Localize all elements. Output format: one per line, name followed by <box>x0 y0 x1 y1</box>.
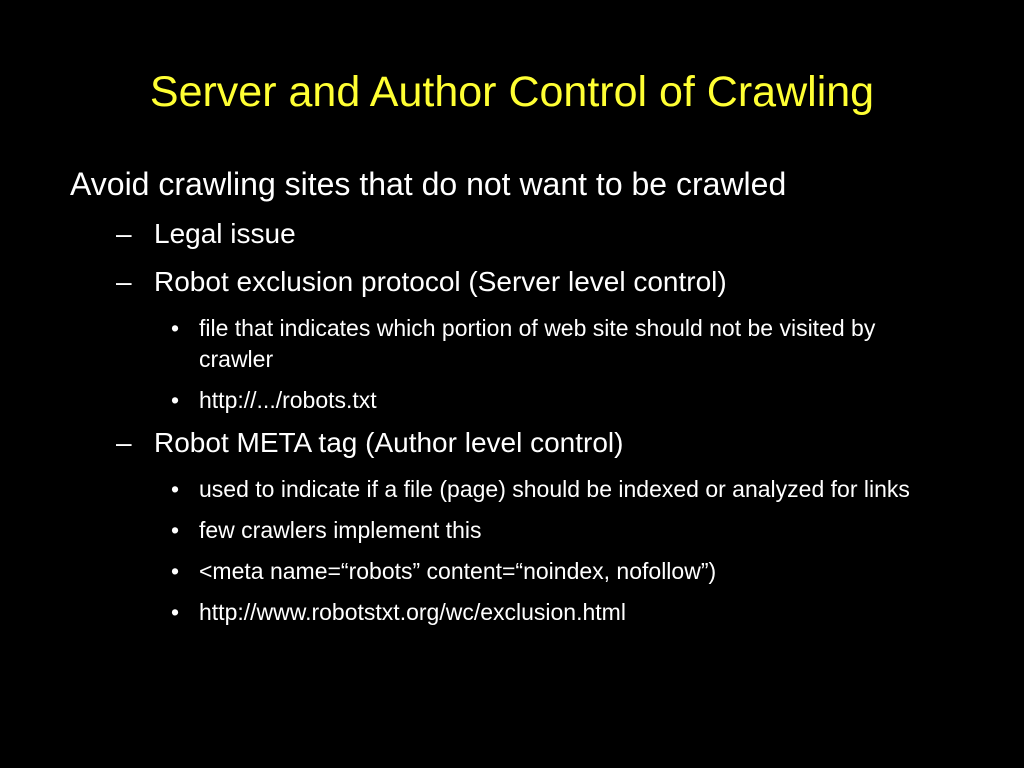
sub-point-robot-meta-tag <box>70 426 970 460</box>
main-bullet: Avoid crawling sites that do not want to be crawled <box>70 166 787 202</box>
detail-text: few crawlers implement this <box>199 517 482 543</box>
dash-bullet-icon: – <box>116 427 132 458</box>
dash-bullet-icon: – <box>116 266 132 297</box>
detail-item <box>70 597 919 628</box>
slide-content <box>70 163 970 638</box>
detail-text: <meta name=“robots” content=“noindex, nofollow”) <box>199 558 717 584</box>
detail-item <box>70 556 919 587</box>
sub-point-legal-issue <box>70 217 970 251</box>
dot-bullet-icon: • <box>171 387 180 413</box>
detail-item <box>70 313 919 375</box>
sub-point-text: Legal issue <box>154 218 296 249</box>
dot-bullet-icon: • <box>171 517 180 543</box>
sub-point-robot-exclusion <box>70 265 970 299</box>
dot-bullet-icon: • <box>171 476 180 502</box>
detail-item <box>70 385 919 416</box>
detail-text: http://.../robots.txt <box>199 387 377 413</box>
detail-item <box>70 515 919 546</box>
dot-bullet-icon: • <box>171 558 180 584</box>
dot-bullet-icon: • <box>171 599 180 625</box>
dot-bullet-icon: • <box>171 315 180 341</box>
detail-text: used to indicate if a file (page) should be indexed or analyzed for links <box>199 476 910 502</box>
detail-item <box>70 474 919 505</box>
sub-point-text: Robot META tag (Author level control) <box>154 427 624 458</box>
detail-text: http://www.robotstxt.org/wc/exclusion.html <box>199 599 626 625</box>
dash-bullet-icon: – <box>116 218 132 249</box>
detail-text: file that indicates which portion of web site should not be visited by crawler <box>199 315 876 372</box>
sub-point-text: Robot exclusion protocol (Server level control) <box>154 266 727 297</box>
slide-title: Server and Author Control of Crawling <box>149 68 875 116</box>
